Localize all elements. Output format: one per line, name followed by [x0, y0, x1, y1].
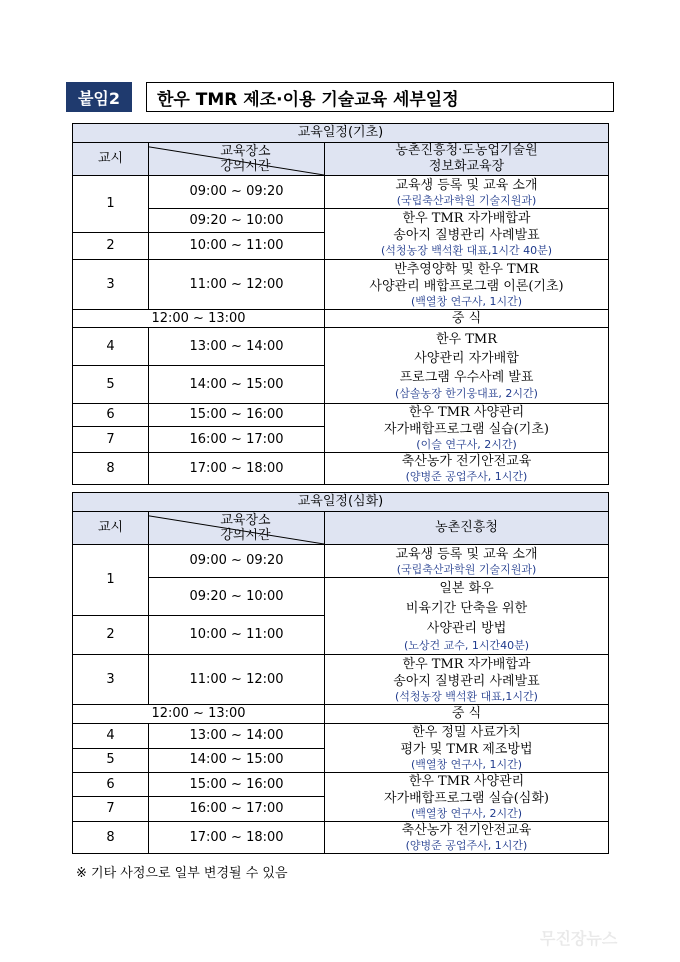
period-cell: 6	[73, 773, 149, 797]
basic-schedule-table	[72, 123, 609, 485]
time-cell: 09:20 ~ 10:00	[149, 578, 325, 616]
period-cell: 4	[73, 328, 149, 366]
col-place-time-header	[149, 143, 325, 176]
program-cell: 반추영양학 및 한우 TMR 사양관리 배합프로그램 이론(기초) (백열창 연구사, 1시간)	[325, 260, 609, 310]
program-cell: 한우 TMR 사양관리 자가배합프로그램 실습(심화) (백열창 연구사, 2시간)	[325, 773, 609, 822]
time-cell: 13:00 ~ 14:00	[149, 328, 325, 366]
page-title: 한우 TMR 제조·이용 기술교육 세부일정	[146, 82, 614, 112]
time-cell: 14:00 ~ 15:00	[149, 366, 325, 404]
watermark: 무진장뉴스	[540, 929, 618, 948]
time-cell: 09:00 ~ 09:20	[149, 545, 325, 578]
period-cell: 6	[73, 404, 149, 427]
col-place-label: 교육장소	[220, 144, 271, 159]
time-cell: 14:00 ~ 15:00	[149, 748, 325, 773]
period-cell: 2	[73, 233, 149, 260]
time-cell: 11:00 ~ 12:00	[149, 655, 325, 705]
time-cell: 16:00 ~ 17:00	[149, 797, 325, 822]
period-cell: 5	[73, 748, 149, 773]
period-cell: 1	[73, 545, 149, 616]
col-place-time-header	[149, 512, 325, 545]
time-cell: 13:00 ~ 14:00	[149, 724, 325, 749]
period-cell: 4	[73, 724, 149, 749]
lunch-time-cell: 12:00 ~ 13:00	[73, 705, 325, 724]
time-cell: 10:00 ~ 11:00	[149, 616, 325, 655]
period-cell: 8	[73, 822, 149, 854]
program-cell: 한우 TMR 자가배합과 송아지 질병관리 사례발표 (석청농장 백석환 대표,1시간)	[325, 655, 609, 705]
time-cell: 15:00 ~ 16:00	[149, 404, 325, 427]
program-cell: 한우 TMR 자가배합과 송아지 질병관리 사례발표 (석청농장 백석환 대표,1시간 40분)	[325, 209, 609, 260]
time-cell: 10:00 ~ 11:00	[149, 233, 325, 260]
program-cell: 축산농가 전기안전교육 (양병준 공업주사, 1시간)	[325, 453, 609, 485]
period-cell: 5	[73, 366, 149, 404]
period-cell: 7	[73, 427, 149, 453]
attachment-badge: 붙임2	[66, 82, 132, 112]
period-cell: 3	[73, 260, 149, 310]
period-cell: 7	[73, 797, 149, 822]
time-cell: 11:00 ~ 12:00	[149, 260, 325, 310]
time-cell: 17:00 ~ 18:00	[149, 453, 325, 485]
program-cell: 한우 정밀 사료가치 평가 및 TMR 제조방법 (백열창 연구사, 1시간)	[325, 724, 609, 773]
col-place-label: 교육장소	[220, 513, 271, 528]
time-cell: 09:00 ~ 09:20	[149, 176, 325, 209]
time-cell: 16:00 ~ 17:00	[149, 427, 325, 453]
col-time-label: 강의시간	[220, 159, 271, 174]
advanced-schedule-table	[72, 492, 609, 854]
basic-schedule-caption: 교육일정(기초)	[73, 124, 609, 143]
period-cell: 3	[73, 655, 149, 705]
program-cell: 한우 TMR 사양관리 자가배합 프로그램 우수사례 발표 (삼솔농장 한기웅대표, 2시간)	[325, 328, 609, 404]
program-cell: 교육생 등록 및 교육 소개 (국립축산과학원 기술지원과)	[325, 545, 609, 578]
col-venue-header: 농촌진흥청	[325, 512, 609, 545]
col-time-label: 강의시간	[220, 528, 271, 543]
lunch-time-cell: 12:00 ~ 13:00	[73, 310, 325, 328]
lunch-label-cell: 중 식	[325, 310, 609, 328]
program-cell: 교육생 등록 및 교육 소개 (국립축산과학원 기술지원과)	[325, 176, 609, 209]
lunch-label-cell: 중 식	[325, 705, 609, 724]
advanced-schedule-caption: 교육일정(심화)	[73, 493, 609, 512]
col-period-header: 교시	[73, 143, 149, 176]
period-cell: 1	[73, 176, 149, 233]
footnote: ※ 기타 사정으로 일부 변경될 수 있음	[76, 866, 288, 881]
period-cell: 2	[73, 616, 149, 655]
col-period-header: 교시	[73, 512, 149, 545]
time-cell: 09:20 ~ 10:00	[149, 209, 325, 233]
program-cell: 일본 화우 비육기간 단축을 위한 사양관리 방법 (노상건 교수, 1시간40분)	[325, 578, 609, 655]
program-cell: 한우 TMR 사양관리 자가배합프로그램 실습(기초) (이슬 연구사, 2시간)	[325, 404, 609, 453]
time-cell: 15:00 ~ 16:00	[149, 773, 325, 797]
col-venue-header: 농촌진흥청·도농업기술원 정보화교육장	[325, 143, 609, 176]
period-cell: 8	[73, 453, 149, 485]
program-cell: 축산농가 전기안전교육 (양병준 공업주사, 1시간)	[325, 822, 609, 854]
time-cell: 17:00 ~ 18:00	[149, 822, 325, 854]
